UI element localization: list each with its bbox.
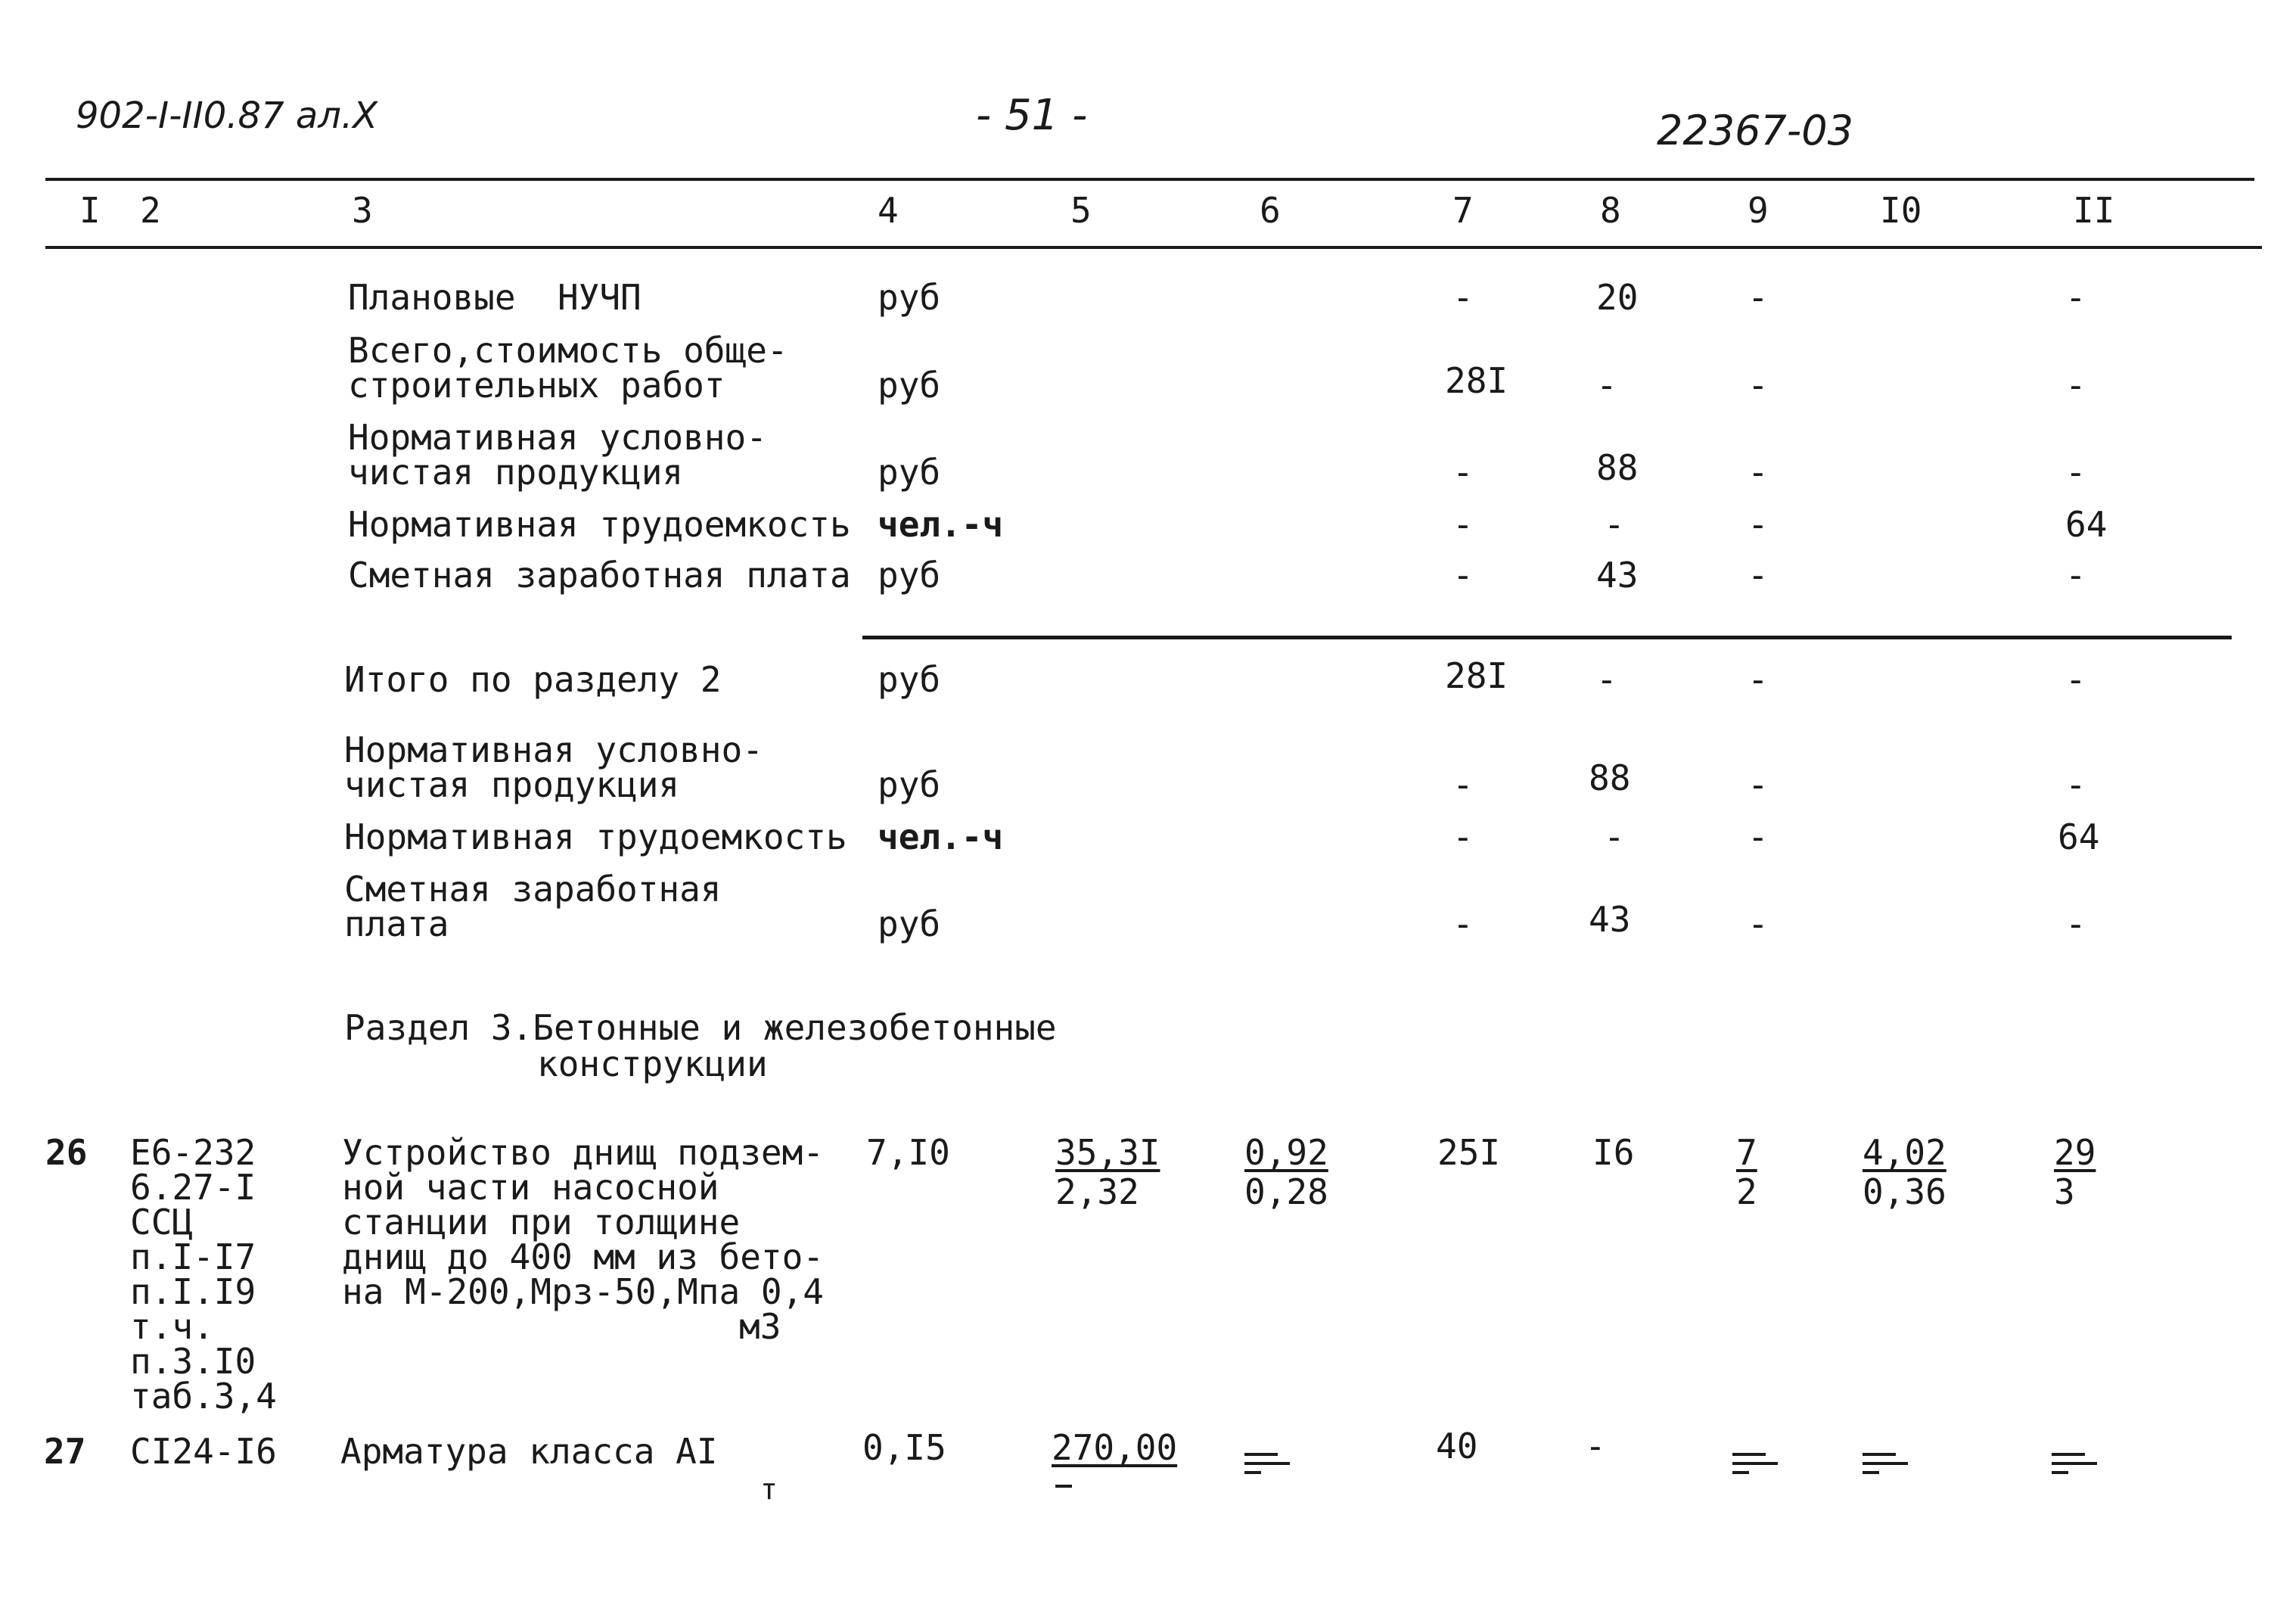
- row-label: Всего,стоимость обще-: [348, 330, 788, 371]
- cell-c8: -: [1604, 504, 1625, 545]
- col-header: 5: [1070, 190, 1092, 231]
- cell-c6-fraction: [1244, 1132, 1328, 1212]
- row-label: Нормативная трудоемкость: [348, 504, 851, 545]
- item-code: 6.27-I: [130, 1167, 256, 1208]
- cell-c7: -: [1452, 277, 1474, 318]
- row-unit: руб: [878, 277, 941, 318]
- item-code: п.I-I7: [130, 1236, 256, 1277]
- row-label: чистая продукция: [344, 764, 680, 805]
- doc-code: 902-I-II0.87 ал.Х: [76, 95, 378, 137]
- cell-c11: -: [2065, 277, 2086, 318]
- row-unit: руб: [878, 659, 941, 700]
- cell-c7: 28I: [1445, 360, 1508, 401]
- row-unit: чел.-ч: [878, 816, 1004, 857]
- row-unit: чел.-ч: [878, 504, 1004, 545]
- cell-c9: -: [1748, 555, 1769, 596]
- cell-c9: -: [1748, 659, 1769, 700]
- cell-c7: 40: [1436, 1426, 1478, 1466]
- c5-top: 35,3I: [1055, 1132, 1160, 1173]
- c9-empty-mark: [1732, 1453, 1778, 1474]
- section-total-rule: [862, 636, 2232, 639]
- row-label: Нормативная условно-: [348, 417, 767, 458]
- cell-c11: -: [2065, 365, 2086, 406]
- cell-c7: -: [1452, 452, 1474, 493]
- cell-c11-fraction: [2054, 1132, 2096, 1212]
- cell-c9: -: [1748, 816, 1769, 857]
- c11-top: 29: [2054, 1132, 2096, 1173]
- cell-c7: -: [1452, 904, 1474, 944]
- cell-c9: -: [1748, 277, 1769, 318]
- item-code: п.I.I9: [130, 1271, 256, 1312]
- item-number: 27: [44, 1431, 86, 1472]
- row-label: строительных работ: [348, 365, 725, 406]
- cell-c5-fraction: [1055, 1132, 1160, 1212]
- col-header: I: [79, 190, 101, 231]
- cell-c7: -: [1452, 764, 1474, 805]
- item-number: 26: [45, 1132, 88, 1173]
- c11-bottom: 3: [2054, 1171, 2075, 1212]
- row-label: чистая продукция: [348, 452, 684, 493]
- row-label: Плановые НУЧП: [348, 277, 642, 318]
- c11-empty-mark: [2052, 1453, 2097, 1474]
- item-description: Арматура класса АI: [340, 1431, 718, 1472]
- cell-c11: -: [2065, 904, 2086, 944]
- cell-c11: -: [2065, 452, 2086, 493]
- item-description: [342, 1132, 824, 1347]
- cell-c11: -: [2065, 555, 2086, 596]
- c5-bottom: 2,32: [1055, 1171, 1139, 1212]
- c6-bottom: 0,28: [1244, 1171, 1328, 1212]
- cell-c7: 25I: [1437, 1132, 1501, 1173]
- cell-c7: -: [1452, 555, 1474, 596]
- c10-bottom: 0,36: [1863, 1171, 1946, 1212]
- item-code: ССЦ: [130, 1202, 194, 1243]
- cell-c8: -: [1596, 659, 1617, 700]
- col-header: 8: [1600, 190, 1621, 231]
- section-title: Раздел 3.Бетонные и железобетонные: [344, 1007, 1057, 1048]
- cell-c8: -: [1585, 1426, 1606, 1466]
- row-label: Итого по разделу 2: [344, 659, 722, 700]
- cell-c8: 43: [1589, 899, 1631, 940]
- desc-line: Устройство днищ подзем-: [342, 1132, 824, 1173]
- cell-c9: -: [1748, 452, 1769, 493]
- row-label: Нормативная трудоемкость: [344, 816, 847, 857]
- cell-c9: -: [1748, 504, 1769, 545]
- cell-c8: 43: [1596, 555, 1639, 596]
- row-label: плата: [344, 904, 449, 944]
- row-unit: руб: [878, 452, 941, 493]
- desc-line: ной части насосной: [342, 1167, 719, 1208]
- cell-c9: -: [1748, 764, 1769, 805]
- cell-c7: -: [1452, 504, 1474, 545]
- cell-c8: -: [1596, 365, 1617, 406]
- desc-line: на М-200,Мрз-50,Мпа 0,4: [342, 1271, 824, 1312]
- cell-c7: -: [1452, 816, 1474, 857]
- cell-c8: -: [1604, 816, 1625, 857]
- item-codes: [130, 1132, 277, 1417]
- col-header: I0: [1880, 190, 1922, 231]
- cell-c9: -: [1748, 365, 1769, 406]
- cell-c5: 270,00: [1052, 1427, 1178, 1468]
- section-title-cont: конструкции: [537, 1043, 768, 1084]
- col-header: 3: [352, 190, 373, 231]
- c6-empty-mark: [1244, 1453, 1290, 1474]
- c10-empty-mark: [1863, 1453, 1908, 1474]
- c5-bottom-dash: [1055, 1485, 1072, 1488]
- c9-bottom: 2: [1736, 1171, 1757, 1212]
- col-header: 9: [1748, 190, 1769, 231]
- desc-line: станции при толщине: [342, 1202, 741, 1243]
- item-code: таб.3,4: [130, 1376, 277, 1417]
- item-code: СI24-I6: [130, 1431, 277, 1472]
- cell-c11: 64: [2065, 504, 2108, 545]
- item-code: т.ч.: [130, 1306, 214, 1347]
- row-label: Нормативная условно-: [344, 729, 763, 770]
- item-qty: 0,I5: [862, 1427, 946, 1468]
- cell-c11: 64: [2058, 816, 2100, 857]
- cell-c8: 88: [1596, 447, 1639, 488]
- c6-top: 0,92: [1244, 1132, 1328, 1173]
- cell-c9-fraction: [1736, 1132, 1757, 1212]
- col-header: II: [2073, 190, 2115, 231]
- row-label: Сметная заработная: [344, 869, 722, 910]
- row-unit: руб: [878, 555, 941, 596]
- doc-number: 22367-03: [1657, 107, 1853, 154]
- cell-c11: -: [2065, 659, 2086, 700]
- cell-c8: I6: [1592, 1132, 1635, 1173]
- cell-c11: -: [2065, 764, 2086, 805]
- cell-c8: 20: [1596, 277, 1639, 318]
- header-top-rule: [45, 178, 2254, 181]
- row-unit: руб: [878, 904, 941, 944]
- cell-c8: 88: [1589, 757, 1631, 798]
- desc-unit: м3: [739, 1306, 781, 1347]
- col-header: 7: [1452, 190, 1474, 231]
- col-header: 2: [140, 190, 161, 231]
- row-unit: руб: [878, 764, 941, 805]
- col-header: 6: [1260, 190, 1281, 231]
- row-label: Сметная заработная плата: [348, 555, 851, 596]
- item-qty: 7,I0: [866, 1132, 950, 1173]
- item-code: Е6-232: [130, 1132, 256, 1173]
- desc-line: днищ до 400 мм из бето-: [342, 1236, 824, 1277]
- cell-c10-fraction: [1863, 1132, 1946, 1212]
- cell-c7: 28I: [1445, 655, 1508, 696]
- header-bottom-rule: [45, 246, 2262, 249]
- row-unit: руб: [878, 365, 941, 406]
- c9-top: 7: [1736, 1132, 1757, 1173]
- col-header: 4: [878, 190, 899, 231]
- page-number: - 51 -: [976, 91, 1088, 140]
- c10-top: 4,02: [1863, 1132, 1946, 1173]
- item-unit: т: [760, 1473, 778, 1506]
- cell-c9: -: [1748, 904, 1769, 944]
- item-code: п.3.I0: [130, 1341, 256, 1382]
